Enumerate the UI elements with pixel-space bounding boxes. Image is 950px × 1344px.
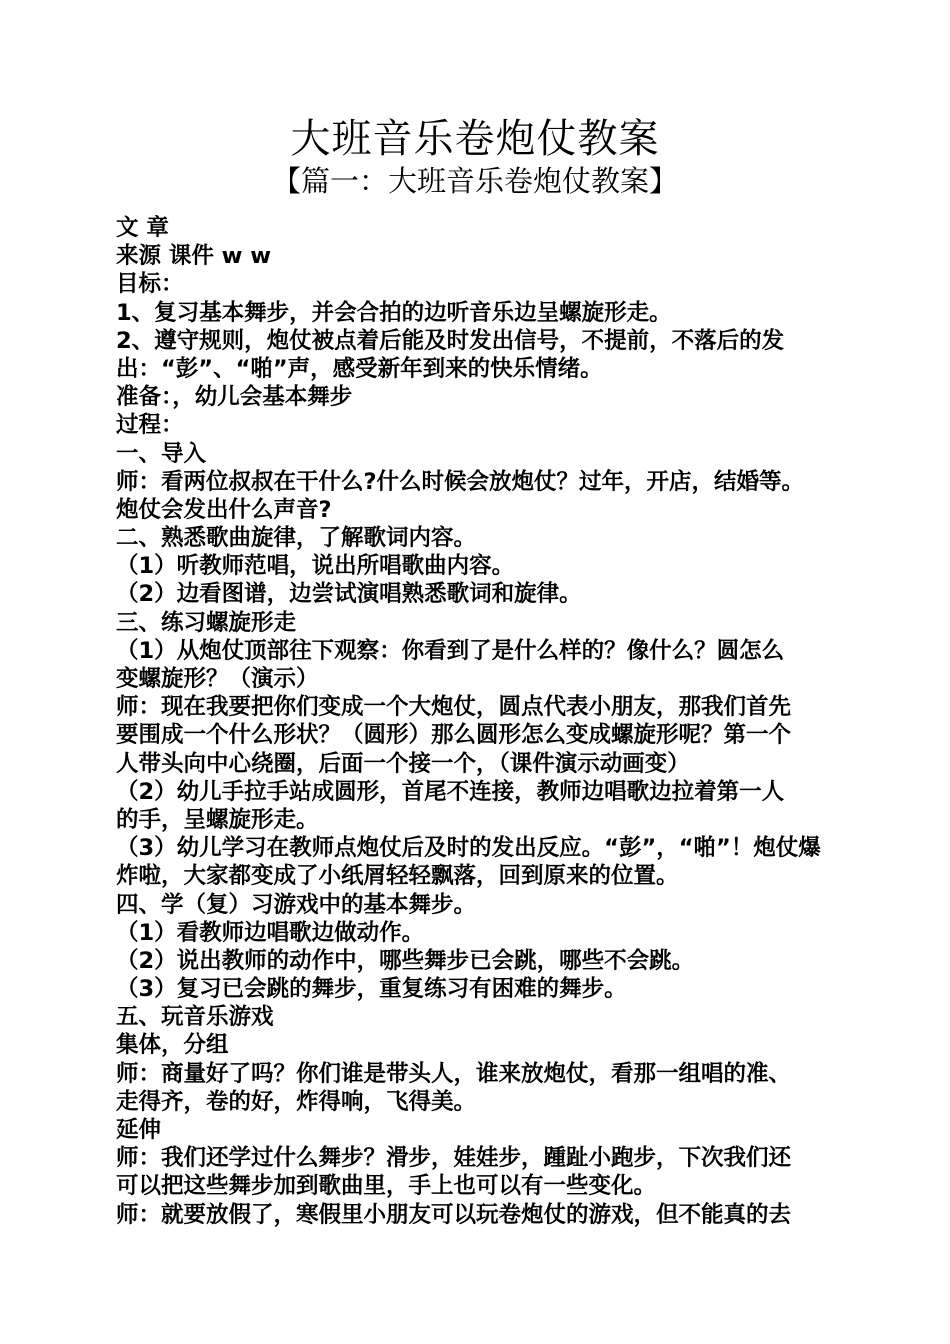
- body-line: 2、遵守规则，炮仗被点着后能及时发出信号，不提前，不落后的发: [116, 327, 785, 354]
- body-line: （2）幼儿手拉手站成圆形，首尾不连接，教师边唱歌边拉着第一人: [116, 778, 785, 805]
- body-line: 二、熟悉歌曲旋律，了解歌词内容。: [116, 525, 477, 552]
- body-line: （3）幼儿学习在教师点炮仗后及时的发出反应。“彭”，“啪”！炮仗爆: [116, 835, 821, 862]
- body-line: 师：商量好了吗？你们谁是带头人，谁来放炮仗，看那一组唱的准、: [116, 1060, 792, 1087]
- body-line: 走得齐，卷的好，炸得响，飞得美。: [116, 1088, 477, 1115]
- body-line: （2）说出教师的动作中，哪些舞步已会跳，哪些不会跳。: [116, 947, 695, 974]
- document-subtitle: 【篇一：大班音乐卷炮仗教案】: [271, 164, 678, 198]
- body-line: 一、导入: [116, 440, 207, 467]
- body-line: 师：现在我要把你们变成一个大炮仗，圆点代表小朋友，那我们首先: [116, 694, 792, 721]
- body-line: 1、复习基本舞步，并会合拍的边听音乐边呈螺旋形走。: [116, 299, 672, 326]
- body-line: 准备：，幼儿会基本舞步: [116, 384, 353, 411]
- body-line: 集体，分组: [116, 1032, 229, 1059]
- body-line: （2）边看图谱，边尝试演唱熟悉歌词和旋律。: [116, 581, 582, 608]
- body-line: 来源 课件 w w: [116, 243, 272, 270]
- body-line: 炮仗会发出什么声音?: [116, 496, 332, 523]
- body-line: 变螺旋形？（演示）: [116, 666, 319, 692]
- body-line: （1）看教师边唱歌边做动作。: [116, 919, 425, 946]
- body-line: 人带头向中心绕圈，后面一个接一个，（课件演示动画变）: [116, 750, 690, 777]
- body-line: 过程：: [116, 412, 184, 439]
- body-line: 师：我们还学过什么舞步？滑步，娃娃步，踵趾小跑步，下次我们还: [116, 1145, 792, 1172]
- body-line: 可以把这些舞步加到歌曲里，手上也可以有一些变化。: [116, 1173, 657, 1200]
- body-line: 延伸: [116, 1117, 162, 1143]
- document-title: 大班音乐卷炮仗教案: [290, 116, 660, 162]
- body-line: （3）复习已会跳的舞步，重复练习有困难的舞步。: [116, 976, 627, 1003]
- body-line: 五、玩音乐游戏: [116, 1004, 274, 1031]
- body-line: 文 章: [116, 215, 169, 241]
- document-body: [116, 214, 838, 1229]
- body-line: 炸啦，大家都变成了小纸屑轻轻飘落，回到原来的位置。: [116, 863, 679, 890]
- body-line: 师：看两位叔叔在干什么?什么时候会放炮仗？过年，开店，结婚等。: [116, 468, 805, 495]
- body-line: 的手，呈螺旋形走。: [116, 806, 319, 833]
- body-line: 目标：: [116, 271, 184, 298]
- body-line: 出：“彭”、“啪”声，感受新年到来的快乐情绪。: [116, 355, 603, 382]
- body-line: （1）听教师范唱，说出所唱歌曲内容。: [116, 553, 515, 580]
- body-line: 三、练习螺旋形走: [116, 609, 297, 636]
- body-line: 要围成一个什么形状？（圆形）那么圆形怎么变成螺旋形呢？第一个: [116, 722, 792, 749]
- body-line: 四、学（复）习游戏中的基本舞步。: [116, 891, 477, 918]
- body-line: （1）从炮仗顶部往下观察：你看到了是什么样的？像什么？圆怎么: [116, 637, 785, 664]
- body-line: 师：就要放假了，寒假里小朋友可以玩卷炮仗的游戏，但不能真的去: [116, 1201, 792, 1228]
